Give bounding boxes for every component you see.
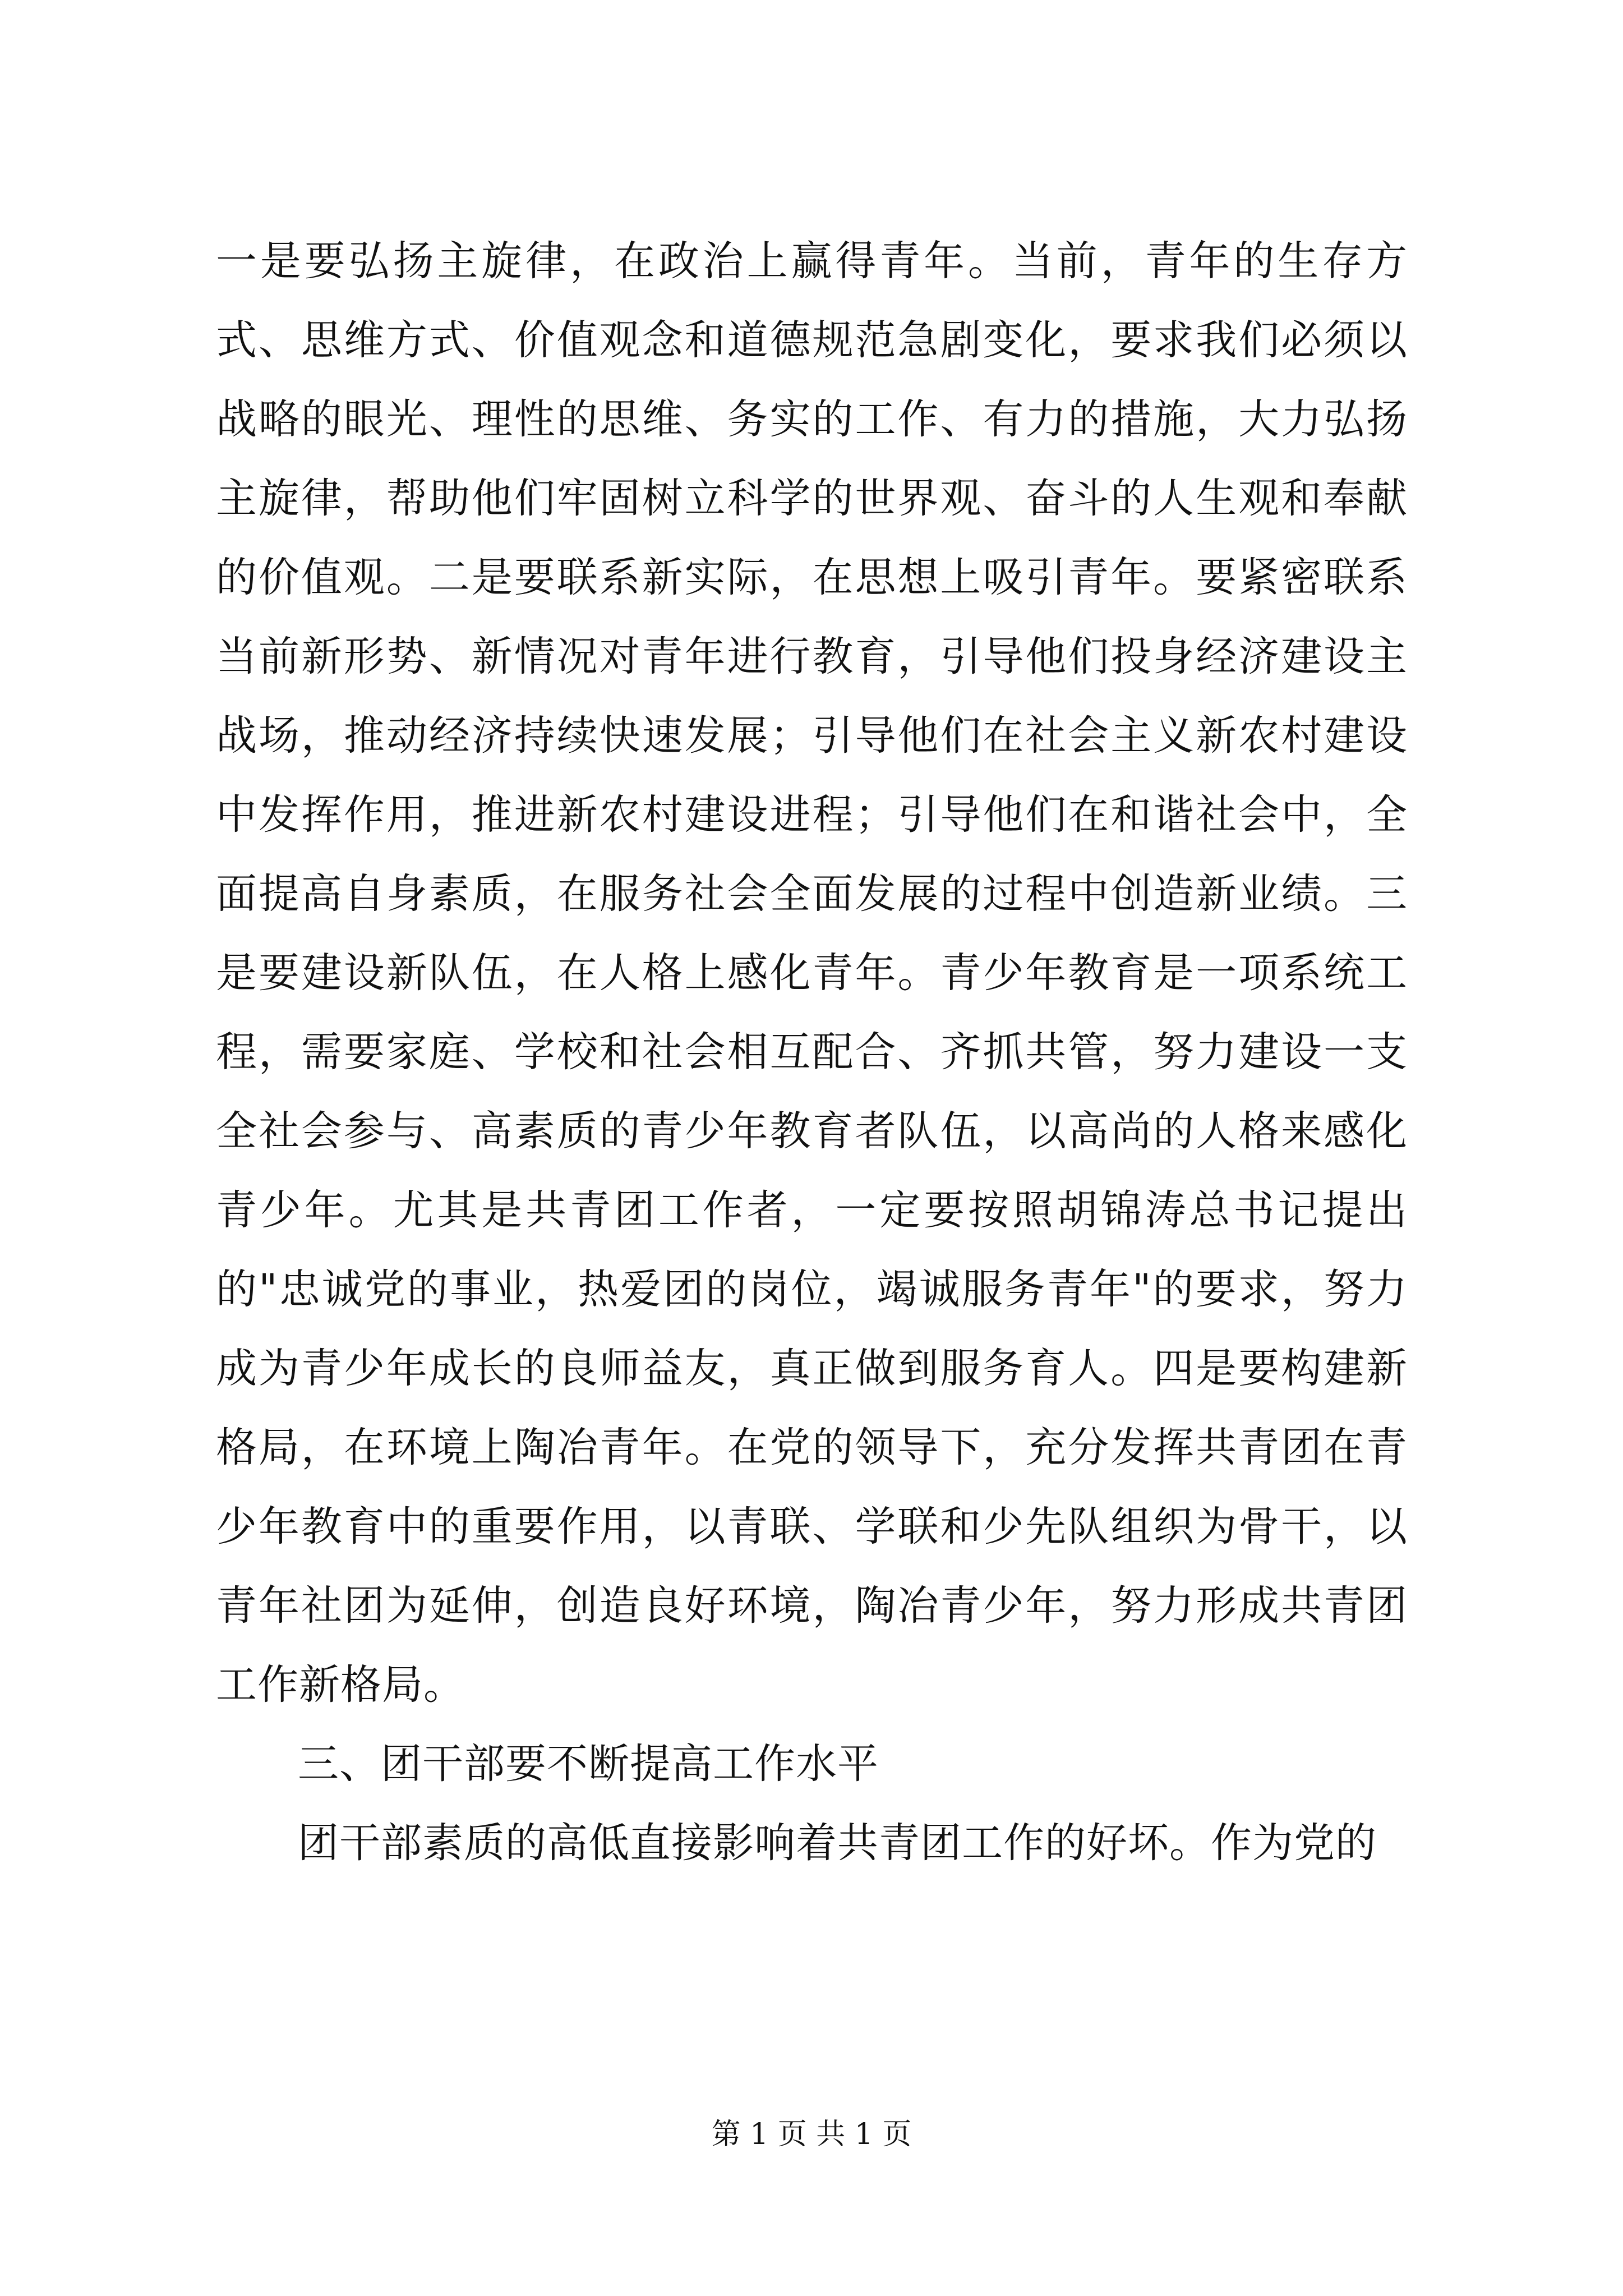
- document-body: [216, 222, 1408, 1883]
- section-heading-three: 三、团干部要不断提高工作水平: [298, 1740, 879, 1788]
- page-footer: 第 1 页 共 1 页: [711, 2118, 912, 2151]
- paragraph-cadre-quality: 团干部素质的高低直接影响着共青团工作的好坏。作为党的: [298, 1819, 1377, 1867]
- paragraph-youth-work-measures: 一是要弘扬主旋律，在政治上赢得青年。当前，青年的生存方式、思维方式、价值观念和道德规范急剧变化，要求我们必须以战略的眼光、理性的思维、务实的工作、有力的措施，大力弘扬主旋律，帮助他们牢固树立科学的世界观、奋斗的人生观和奉献的价值观。二是要联系新实际，在思想上吸引青年。要紧密联系当前新形势、新情况对青年进行教育，引导他们投身经济建设主战场，推动经济持续快速发展；引导他们在社会主义新农村建设中发挥作用，推进新农村建设进程；引导他们在和谐社会中，全面提高自身素质，在服务社会全面发展的过程中创造新业绩。三是要建设新队伍，在人格上感化青年。青少年教育是一项系统工程，需要家庭、学校和社会相互配合、齐抓共管，努力建设一支全社会参与、高素质的青少年教育者队伍，以高尚的人格来感化青少年。尤其是共青团工作者，一定要按照胡锦涛总书记提出的"忠诚党的事业，热爱团的岗位，竭诚服务青年"的要求，努力成为青少年成长的良师益友，真正做到服务育人。四是要构建新格局，在环境上陶冶青年。在党的领导下，充分发挥共青团在青少年教育中的重要作用，以青联、学联和少先队组织为骨干，以青年社团为延伸，创造良好环境，陶冶青少年，努力形成共青团工作新格局。: [216, 237, 1408, 1709]
